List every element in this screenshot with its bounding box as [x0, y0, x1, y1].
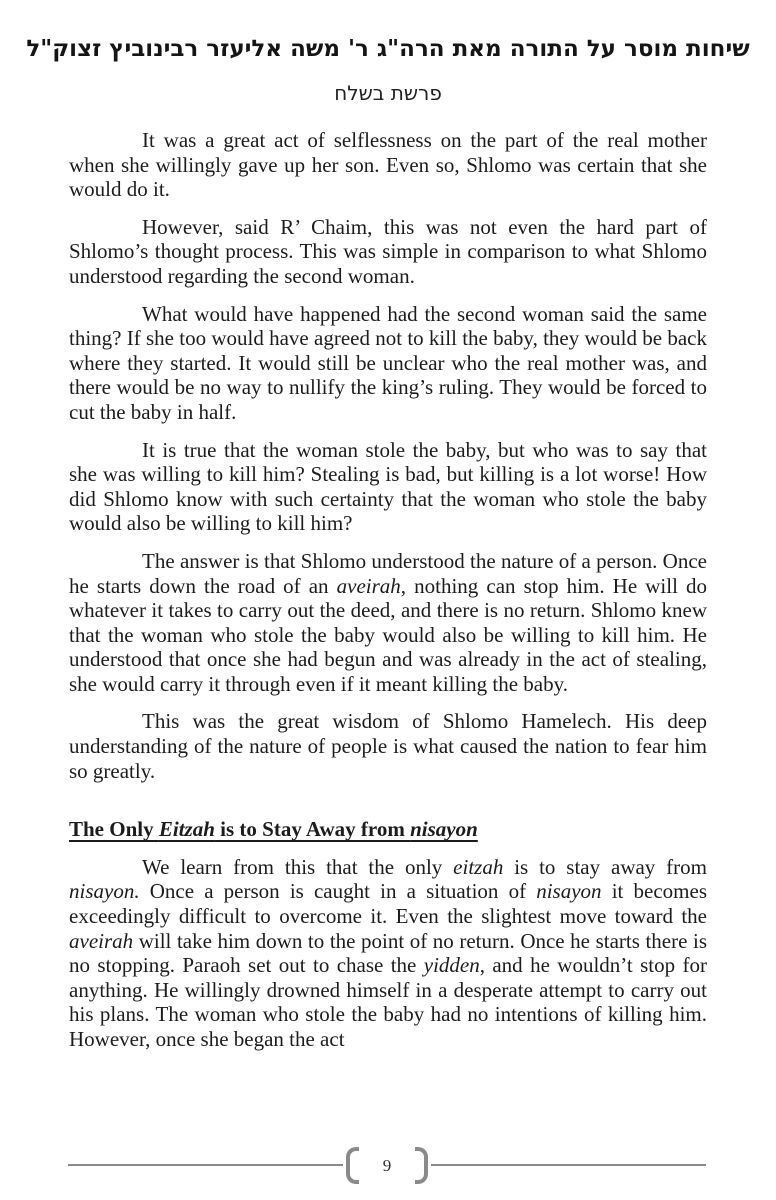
paragraph-7: [69, 855, 707, 1052]
paragraph-text: What would have happened had the second woman said the same thing? If she too would have agreed not to kill the baby, they would be back where they started. It would still be unclear who the real mother was, and there would be no way to nullify the king’s ruling. They would be forced to cut the baby in half.: [69, 301, 707, 424]
italic-term: nisayon.: [69, 879, 140, 904]
section-heading: [69, 817, 707, 842]
paragraph-text: This was the great wisdom of Shlomo Hamelech. His deep understanding of the nature of people is what caused the nation to fear him so greatly.: [69, 709, 707, 783]
paragraph-6: [69, 709, 707, 783]
paragraph-text: will take him down to the point of no return. Once he starts there is no stopping. Paraoh set out to chase the: [69, 928, 707, 978]
paragraph-text: , nothing can stop him. He will do whatever it takes to carry out the deed, and there is no return. Shlomo knew that the woman who stole the baby would also be willing to kill him. He understood that once she had begun and was already in the act of stealing, she would carry it through even if it meant killing the baby.: [69, 573, 707, 696]
right-bracket-icon: [415, 1147, 428, 1184]
heading-text: The Only: [69, 817, 159, 842]
body-text: [69, 128, 707, 1052]
paragraph-text: it becomes exceedingly difficult to overcome it. Even the slightest move toward the: [69, 879, 707, 929]
paragraph-1: [69, 128, 707, 202]
paragraph-text: , and he wouldn’t stop for anything. He willingly drowned himself in a desperate attempt to carry out his plans. The woman who stole the baby had no intentions of killing him. However, once she began the act: [69, 953, 707, 1051]
footer-rule-left: [68, 1164, 343, 1166]
italic-term: eitzah: [453, 854, 504, 879]
italic-term: nisayon: [536, 879, 602, 904]
left-bracket-icon: [346, 1147, 359, 1184]
heading-italic-term: Eitzah: [158, 817, 215, 842]
italic-term: aveirah: [69, 928, 134, 953]
heading-text: is to Stay Away from: [214, 817, 411, 842]
italic-term: aveirah: [336, 573, 401, 598]
paragraph-text: However, said R’ Chaim, this was not even the hard part of Shlomo’s thought process. This was simple in comparison to what Shlomo understood regarding the second woman.: [69, 214, 707, 288]
hebrew-parsha-subtitle: פרשת בשלח: [334, 81, 442, 105]
page-header: [0, 0, 776, 106]
paragraph-text: is to stay away from: [503, 854, 707, 879]
heading-italic-term: nisayon: [410, 817, 478, 842]
paragraph-5: [69, 549, 707, 697]
paragraph-4: [69, 438, 707, 536]
paragraph-text: It is true that the woman stole the baby, but who was to say that she was willing to kill him? Stealing is bad, but killing is a lot worse! How did Shlomo know with such certainty that the woman who stole the baby would also be willing to kill him?: [69, 437, 707, 536]
hebrew-title: שיחות מוסר על התורה מאת הרה"ג ר' משה אליעזר רבינוביץ זצוק"ל: [26, 35, 750, 62]
paragraph-text: Once a person is caught in a situation of: [139, 879, 537, 904]
footer-rule-right: [431, 1164, 706, 1166]
page-number: 9: [382, 1155, 392, 1175]
paragraph-text: We learn from this that the only: [142, 854, 454, 879]
paragraph-3: [69, 302, 707, 425]
paragraph-2: [69, 215, 707, 289]
page-footer: [68, 1145, 706, 1185]
paragraph-text: It was a great act of selflessness on the part of the real mother when she willingly gave up her son. Even so, Shlomo was certain that she would do it.: [69, 128, 707, 202]
italic-term: yidden: [423, 953, 480, 978]
paragraph-text: The answer is that Shlomo understood the nature of a person. Once he starts down the road of an: [69, 548, 707, 598]
